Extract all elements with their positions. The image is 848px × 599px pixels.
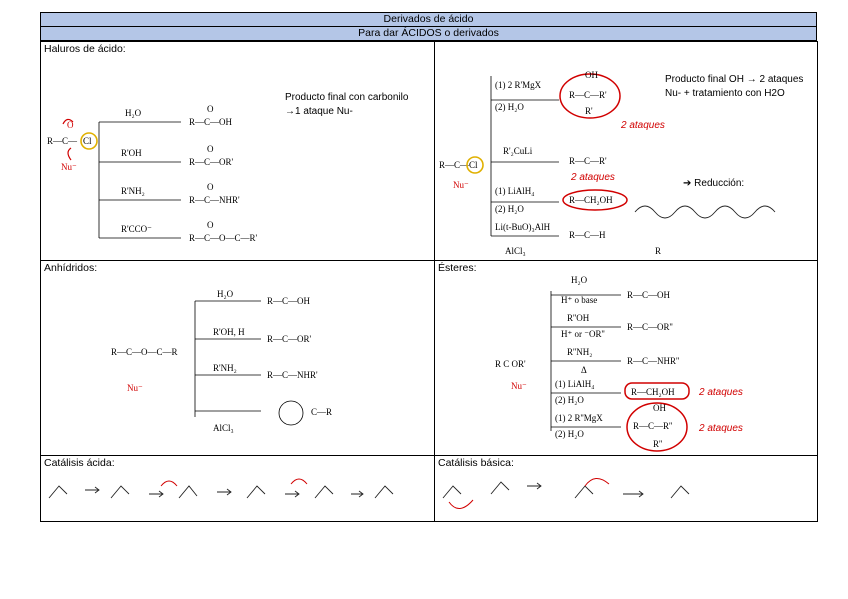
anh-reagent-2: R'OH, H xyxy=(213,327,245,337)
est-nu: Nu⁻ xyxy=(511,381,527,391)
haluros-reagent-2: R'OH xyxy=(121,148,142,158)
cell-catalisis-acida xyxy=(41,456,435,522)
cell-title-esteres: Ésteres: xyxy=(438,262,477,274)
hr-reagent-7: AlCl₃ xyxy=(505,246,526,256)
reactions-table xyxy=(40,41,818,522)
est-product-4: R—CH₂OH xyxy=(631,387,675,397)
haluros-start-cl: Cl xyxy=(83,136,92,146)
svg-text:R—C—O—C—R: R—C—O—C—R xyxy=(111,347,178,357)
svg-text:R C OR': R C OR' xyxy=(495,359,526,369)
est-handwritten-2: 2 ataques xyxy=(699,423,743,434)
est-product-2: R—C—OR'' xyxy=(627,322,673,332)
header-title: Derivados de ácido xyxy=(40,12,817,27)
hr-note-1: Producto final OH → 2 ataques xyxy=(665,74,804,85)
anh-product-4: C—R xyxy=(311,407,333,417)
hr-nu: Nu⁻ xyxy=(453,180,469,190)
est-handwritten-1: 2 ataques xyxy=(699,387,743,398)
est-reagent-6: Δ xyxy=(581,365,587,375)
haluros-product-4: R—C—O—C—R' xyxy=(189,233,258,243)
est-reagent-4: H⁺ or ⁻OR'' xyxy=(561,329,605,339)
cell-title-catalisis-basica: Catálisis básica: xyxy=(438,457,514,469)
anh-reagent-1: H₂O xyxy=(217,289,234,299)
est-product-5a: OH xyxy=(653,403,666,413)
hr-product-3: R—CH₂OH xyxy=(569,195,613,205)
est-reagent-10: (2) H₂O xyxy=(555,429,584,439)
haluros-reagent-1: H₂O xyxy=(125,108,142,118)
header-subtitle: Para dar ÁCIDOS o derivados xyxy=(40,27,817,41)
svg-text:O: O xyxy=(207,220,214,230)
haluros-nu: Nu⁻ xyxy=(61,162,77,172)
cell-esteres xyxy=(435,261,818,456)
benzene-ring xyxy=(279,401,303,425)
est-reagent-9: (1) 2 R''MgX xyxy=(555,413,603,423)
svg-text:O: O xyxy=(207,144,214,154)
svg-text:O: O xyxy=(207,104,214,114)
hr-reagent-1: (1) 2 R'MgX xyxy=(495,80,542,90)
hr-reagent-6: Li(t-BuO)₃AlH xyxy=(495,222,551,232)
anh-product-1: R—C—OH xyxy=(267,296,311,306)
hr-start: R—C—Cl xyxy=(439,160,478,170)
anh-nu: Nu⁻ xyxy=(127,383,143,393)
haluros-start-r: R—C— xyxy=(47,136,78,146)
haluros-product-1: R—C—OH xyxy=(189,117,233,127)
haluros-reaction-rows xyxy=(99,104,258,243)
est-reagent-7: (1) LiAlH₄ xyxy=(555,379,595,389)
hr-reagent-4: (1) LiAlH₄ xyxy=(495,186,535,196)
hr-handwritten-2: 2 ataques xyxy=(571,172,615,183)
haluros-right-scheme xyxy=(435,42,817,260)
hr-product-2: R—C—R' xyxy=(569,156,607,166)
haluros-start-o: O xyxy=(67,120,74,130)
hr-product-1c: R' xyxy=(585,106,593,116)
hr-handwritten-1: 2 ataques xyxy=(621,120,665,131)
sheet xyxy=(40,12,817,522)
haluros-nu-curve xyxy=(68,148,71,160)
haluros-product-3: R—C—NHR' xyxy=(189,195,240,205)
svg-text:O: O xyxy=(207,182,214,192)
est-product-1: R—C—OH xyxy=(627,290,671,300)
est-product-5c: R'' xyxy=(653,439,663,449)
est-reagent-5: R''NH₂ xyxy=(567,347,593,357)
cell-haluros-right xyxy=(435,42,818,261)
hr-product-1a: OH xyxy=(585,70,598,80)
hr-note-2: Nu- + tratamiento con H2O xyxy=(665,88,785,99)
hr-reagent-2: (2) H₂O xyxy=(495,102,524,112)
cell-title-anhidridos: Anhídridos: xyxy=(44,262,98,274)
hr-reagent-5: (2) H₂O xyxy=(495,204,524,214)
hr-product-1b: R—C—R' xyxy=(569,90,607,100)
anh-product-2: R—C—OR' xyxy=(267,334,312,344)
haluros-product-2: R—C—OR' xyxy=(189,157,234,167)
cell-catalisis-basica xyxy=(435,456,818,522)
est-reagent-1: H₂O xyxy=(571,275,588,285)
hr-reagent-3: R'₂CuLi xyxy=(503,146,533,156)
anh-reagent-3: R'NH₂ xyxy=(213,363,237,373)
est-reagent-2: H⁺ o base xyxy=(561,295,598,305)
anh-reagent-4: AlCl₃ xyxy=(213,423,234,433)
hr-product-5: R xyxy=(655,246,662,256)
reduccion-sketch xyxy=(635,206,775,218)
haluros-note-1: Producto final con carbonilo xyxy=(285,92,409,103)
anhidridos-scheme xyxy=(41,261,434,455)
esteres-scheme xyxy=(435,261,817,455)
anh-product-3: R—C—NHR' xyxy=(267,370,318,380)
hr-reduccion: ➔ Reducción: xyxy=(683,178,745,189)
cell-haluros xyxy=(41,42,435,261)
hr-product-4: R—C—H xyxy=(569,230,606,240)
est-reagent-8: (2) H₂O xyxy=(555,395,584,405)
est-reagent-3: R''OH xyxy=(567,313,590,323)
haluros-reagent-4: R'CCO⁻ xyxy=(121,224,152,234)
haluros-note-2: →1 ataque Nu- xyxy=(285,106,353,117)
cell-anhidridos xyxy=(41,261,435,456)
est-product-5b: R—C—R'' xyxy=(633,421,673,431)
cell-title-haluros: Haluros de ácido: xyxy=(44,43,126,55)
est-product-3: R—C—NHR'' xyxy=(627,356,680,366)
cell-title-catalisis-acida: Catálisis ácida: xyxy=(44,457,115,469)
haluros-scheme xyxy=(41,42,434,260)
haluros-reagent-3: R'NH₂ xyxy=(121,186,145,196)
